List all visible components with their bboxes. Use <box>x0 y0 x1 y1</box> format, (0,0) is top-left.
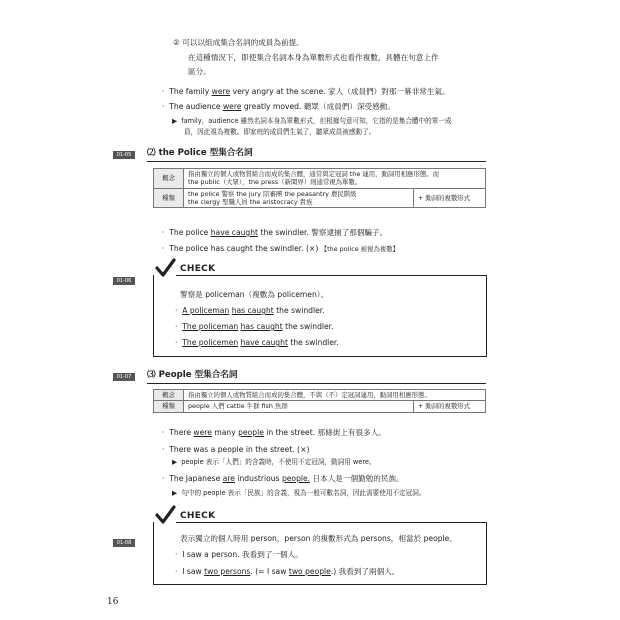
check-label: CHECK <box>180 511 216 521</box>
point2-line3: 區分。 <box>188 67 211 76</box>
section-title: ⑵ the Police 型集合名詞 <box>147 148 253 158</box>
example-police-wrong: · The police has caught the swindler. (×) 【the police 被視為複數】 <box>162 244 400 253</box>
note-family-line2: 員，因此視為複數。即家庭的成員們生氣了，聽眾成員被感動了。 <box>184 128 376 136</box>
check-tag: 01-06 <box>113 277 135 285</box>
check1-item: · The policemen have caught the swindler. <box>175 338 339 347</box>
page-number: 16 <box>107 597 119 607</box>
table-cell-kinds: people 人們 cattle 牛群 fish 魚群 <box>184 401 414 412</box>
point2-line2: 在這種情況下，即使集合名詞本身為單數形式也看作複數，具體在句意上作 <box>188 53 439 62</box>
point2-heading: ② 可以以組成集合名詞的成員為前提。 <box>173 38 304 47</box>
check2-item: · I saw two persons. (= I saw two people.) 我看到了兩個人。 <box>175 567 400 576</box>
people-type-table <box>153 389 486 413</box>
example-police-correct: · The police have caught the swindler. 警察逮捕了那個騙子。 <box>162 228 388 237</box>
section-title: ⑶ People 型集合名詞 <box>147 370 238 380</box>
check-label: CHECK <box>180 264 216 274</box>
police-type-table <box>153 168 486 208</box>
note-family: ▶ family，audience 雖然名詞本身為單數形式，但根據句意可知，它指的是集合體中的單一成 <box>172 117 452 125</box>
check1-item: · The policeman has caught the swindler. <box>175 322 334 331</box>
section-tag: 01-05 <box>113 151 135 159</box>
table-head-kinds: 種類 <box>154 188 184 208</box>
section-tag: 01-07 <box>113 373 135 381</box>
table-cell-verb-form: + 動詞的複數形式 <box>414 401 486 412</box>
note-nation: ▶ 句中的 people 表示「民族」的含義，視為一般可數名詞，因此需要使用不定冠詞。 <box>172 489 426 497</box>
table-cell-concept: 指由獨立的個人或物質組合而成的集合體，不與（不）定冠詞連用，動詞用相應形態。 <box>184 390 486 401</box>
check1-intro: 警察是 policeman（複數為 policemen）。 <box>180 290 329 299</box>
example-japanese: · The Japanese are industrious people. 日本人是一個勤勉的民族。 <box>162 474 404 483</box>
check-tag: 01-08 <box>113 539 135 547</box>
check1-item: · A policeman has caught the swindler. <box>175 306 325 315</box>
check2-intro: 表示獨立的個人時用 person，person 的複數形式為 persons，相當於 people。 <box>180 534 457 543</box>
verb-underline: were <box>222 102 242 111</box>
section-rule <box>147 161 486 162</box>
verb-underline: were <box>211 87 231 96</box>
table-cell-concept: 指由獨立的個人或物質組合而成的集合體，通常與定冠詞 the 連用，動詞用相應形態。而 the public（大眾），the press（新聞界）則通常視為單數。 <box>184 169 486 189</box>
checkmark-icon <box>154 258 176 280</box>
table-head-concept: 概念 <box>154 169 184 189</box>
example-family: · The family were very angry at the scene. 家人（成員們）對那一幕非常生氣。 <box>162 87 450 96</box>
check2-item: · I saw a person. 我看到了一個人。 <box>175 550 303 559</box>
note-people: ▶ people 表示「人們」的含義時，不使用不定冠詞，動詞用 were。 <box>172 458 376 466</box>
table-cell-kinds: the police 警察 the jury 陪審團 the peasantry 農民階級 the clergy 聖職人員 the aristocracy 貴族 <box>184 188 414 208</box>
example-people-correct: · There were many people in the street. 那條街上有很多人。 <box>162 428 386 437</box>
table-head-kinds: 種類 <box>154 401 184 412</box>
example-people-wrong: · There was a people in the street. (×) <box>162 445 310 454</box>
note-arrow-icon: ▶ <box>172 458 178 466</box>
note-arrow-icon: ▶ <box>172 489 178 497</box>
section-rule <box>147 383 486 384</box>
table-head-concept: 概念 <box>154 390 184 401</box>
checkmark-icon <box>154 505 176 527</box>
note-arrow-icon: ▶ <box>172 117 178 125</box>
verb-underline: have caught <box>210 228 259 237</box>
table-cell-verb-form: + 動詞的複數形式 <box>414 188 486 208</box>
example-audience: · The audience were greatly moved. 聽眾（成員們）深受感動。 <box>162 102 395 111</box>
